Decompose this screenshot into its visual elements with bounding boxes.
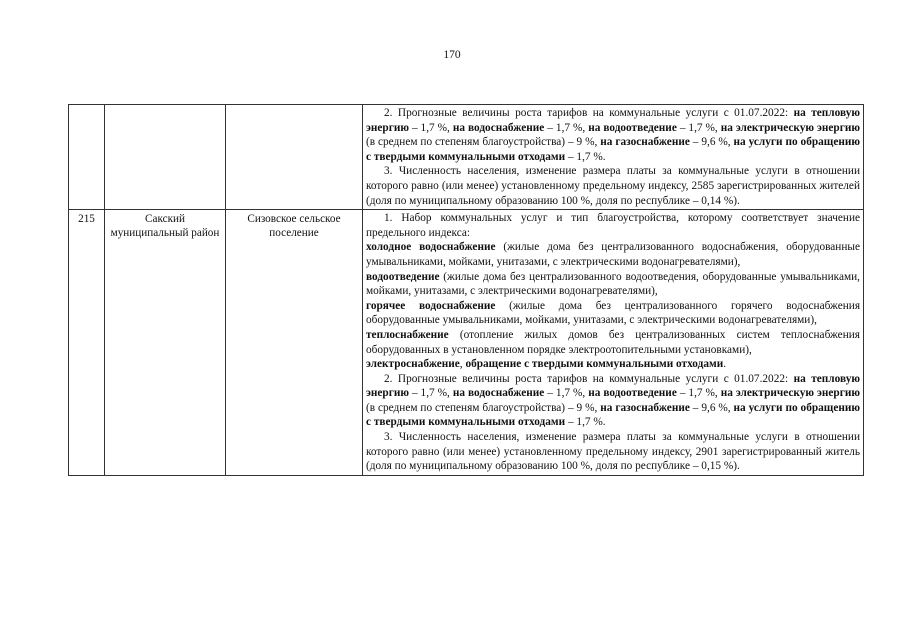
bold-text: электроснабжение xyxy=(366,358,460,371)
text: – 1,7 %, xyxy=(408,387,453,400)
text: 2. Прогнозные величины роста тарифов на коммунальные услуги с 01.07.2022: xyxy=(384,372,794,385)
bold-text: на газоснабжение xyxy=(600,136,690,149)
text: – 1,7 %, xyxy=(676,121,721,134)
content-paragraphs xyxy=(366,106,860,208)
content-paragraph xyxy=(366,430,860,474)
district-cell xyxy=(105,105,226,210)
bold-text: на водоснабжение xyxy=(452,387,545,400)
content-paragraph xyxy=(366,372,860,430)
district-cell: Сакский муниципальный район xyxy=(105,210,226,476)
settlement-cell: Сизовское сельское поселение xyxy=(226,210,363,476)
bold-text: холодное водоснабжение xyxy=(366,241,496,254)
text: 1. Набор коммунальных услуг и тип благоустройства, которому соответствует значение предельного индекса: xyxy=(366,212,860,239)
text: (жилые дома без централизованного водоснабжения, оборудованные умывальниками, мойками, унитазами, с электрическими водонагревателями), xyxy=(366,241,860,268)
text: – 1,7 %, xyxy=(544,387,589,400)
bold-text: на водоснабжение xyxy=(452,121,545,134)
text: 3. Численность населения, изменение размера платы за коммунальные услуги в отношении которого равно (или менее) установленному предельному индексу, 2901 зарегистрированный житель (доля по муниципальному образованию 100 %, доля по республике – 0,15 %). xyxy=(366,431,860,473)
content-paragraphs xyxy=(366,211,860,474)
bold-text: на электрическую энергию xyxy=(720,121,860,134)
text: (отопление жилых домов без централизованных систем теплоснабжения оборудованных в установленном порядке электроотопительными установками), xyxy=(366,328,860,356)
content-paragraph xyxy=(366,106,860,164)
text: – 1,7 %, xyxy=(676,387,721,400)
tariff-table xyxy=(68,104,864,476)
text: , xyxy=(459,358,466,371)
bold-text: водоотведение xyxy=(366,270,440,283)
bold-text: на услуги по обращению с твердыми коммунальными отходами xyxy=(366,136,860,163)
bold-text: на тепловую энергию xyxy=(366,107,860,134)
text: – 9,6 %, xyxy=(689,401,734,414)
bold-text: горячее водоснабжение xyxy=(366,299,496,312)
text: 2. Прогнозные величины роста тарифов на коммунальные услуги с 01.07.2022: xyxy=(384,107,794,119)
content-paragraph xyxy=(366,211,860,240)
content-paragraph xyxy=(366,270,860,299)
content-cell xyxy=(363,210,864,476)
page-number: 170 xyxy=(443,49,461,61)
text: 3. Численность населения, изменение размера платы за коммунальные услуги в отношении которого равно (или менее) установленному предельному индексу, 2585 зарегистрированных жителей (доля по муниципальному образованию 100 %, доля по республике – 0,14 %). xyxy=(366,165,860,207)
bold-text: на услуги по обращению с твердыми коммунальными отходами xyxy=(366,401,860,429)
text: – 1,7 %, xyxy=(408,121,453,134)
text: – 1,7 %, xyxy=(544,121,589,134)
content-paragraph xyxy=(366,328,860,357)
bold-text: на водоотведение xyxy=(588,387,677,400)
bold-text: обращение с твердыми коммунальными отходами xyxy=(465,358,724,371)
bold-text: теплоснабжение xyxy=(366,328,449,341)
table-row xyxy=(69,210,864,476)
text: (жилые дома без централизованного горячего водоснабжения оборудованные умывальниками, мойками, унитазами, с электрическими водонагревателями), xyxy=(366,299,861,327)
table-row xyxy=(69,105,864,210)
bold-text: на тепловую энергию xyxy=(366,372,860,400)
bold-text: на газоснабжение xyxy=(600,401,690,414)
text: . xyxy=(723,358,727,371)
text: – 9,6 %, xyxy=(689,136,734,149)
content-paragraph xyxy=(366,357,860,372)
text: – 1,7 %. xyxy=(565,150,606,163)
content-paragraph xyxy=(366,164,860,208)
text: (жилые дома без централизованного водоотведения, оборудованные умывальниками, мойками, унитазами, с электрическими водонагревателями), xyxy=(366,270,860,298)
row-number-cell: 215 xyxy=(69,210,105,476)
row-number-cell xyxy=(69,105,105,210)
content-paragraph xyxy=(366,240,860,269)
text: (в среднем по степеням благоустройства) – 9 %, xyxy=(366,136,601,149)
text: – 1,7 %. xyxy=(565,416,606,429)
settlement-cell xyxy=(226,105,363,210)
content-paragraph xyxy=(366,299,860,328)
content-cell xyxy=(363,105,864,210)
text: (в среднем по степеням благоустройства) – 9 %, xyxy=(366,401,601,414)
bold-text: на электрическую энергию xyxy=(720,387,860,400)
bold-text: на водоотведение xyxy=(588,121,677,134)
